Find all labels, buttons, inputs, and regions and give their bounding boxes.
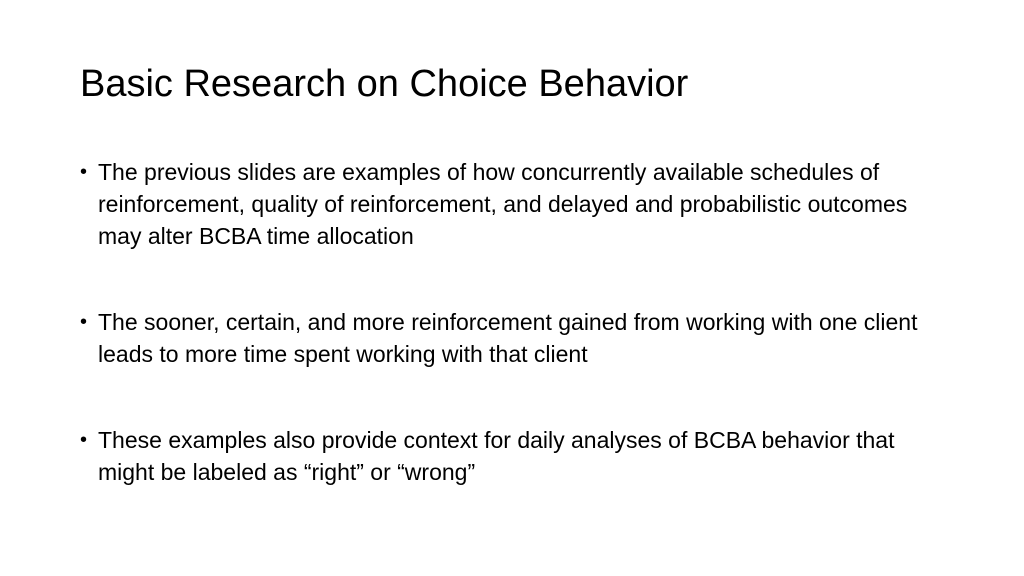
bullet-text-1: The previous slides are examples of how concurrently available schedules of reinforcement, quality of reinforcement, and delayed and probabilistic outcomes may alter BCBA time allocation [98,159,908,249]
bullet-text-3: These examples also provide context for daily analyses of BCBA behavior that might be labeled as “right” or “wrong” [98,427,895,485]
bullet-text-2: The sooner, certain, and more reinforcement gained from working with one client leads to more time spent working with that client [98,309,918,367]
bullet-list [80,156,920,488]
bullet-dot-icon: • [80,311,88,333]
bullet-dot-icon: • [80,161,88,183]
slide-title: Basic Research on Choice Behavior [80,63,689,105]
bullet-dot-icon: • [80,429,88,451]
bullet-item-2 [80,306,920,370]
bullet-item-3 [80,424,920,488]
bullet-item-1 [80,156,920,252]
